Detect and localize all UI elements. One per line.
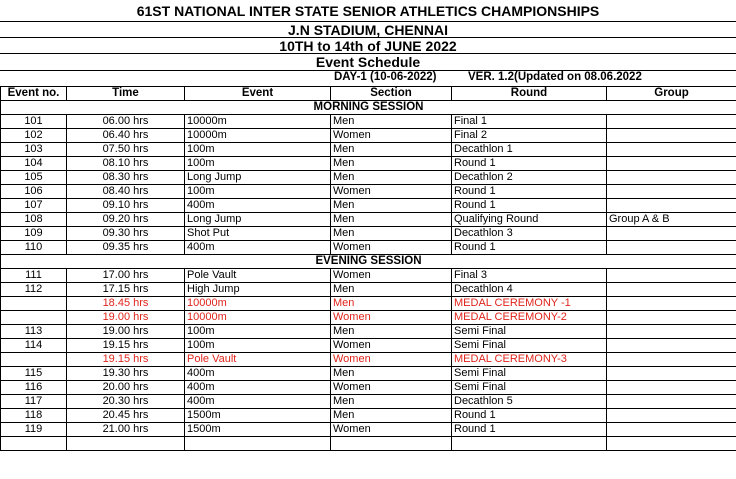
round-cell: Semi Final: [452, 367, 607, 381]
group-cell: [607, 339, 736, 353]
event-no-cell: 110: [1, 241, 67, 255]
event-cell: 100m: [185, 157, 331, 171]
col-event: Event: [185, 87, 331, 101]
round-cell: MEDAL CEREMONY-2: [452, 311, 607, 325]
event-no-cell: 104: [1, 157, 67, 171]
section-cell: Women: [331, 269, 452, 283]
col-event-no: Event no.: [1, 87, 67, 101]
empty-cell: [1, 437, 67, 451]
event-cell: 400m: [185, 241, 331, 255]
event-cell: 400m: [185, 395, 331, 409]
time-cell: 19.15 hrs: [67, 353, 185, 367]
time-cell: 17.15 hrs: [67, 283, 185, 297]
event-cell: 1500m: [185, 409, 331, 423]
section-cell: Women: [331, 423, 452, 437]
group-cell: [607, 367, 736, 381]
dates-title: 10TH to 14th of JUNE 2022: [0, 38, 736, 54]
event-cell: 100m: [185, 143, 331, 157]
table-row: [1, 325, 736, 339]
event-no-cell: [1, 297, 67, 311]
event-no-cell: [1, 353, 67, 367]
table-row: [1, 283, 736, 297]
evening-session-row: [1, 255, 736, 269]
event-no-cell: 105: [1, 171, 67, 185]
event-no-cell: 112: [1, 283, 67, 297]
event-no-cell: 114: [1, 339, 67, 353]
section-cell: Men: [331, 297, 452, 311]
morning-session-row: [1, 101, 736, 115]
table-row: [1, 157, 736, 171]
table-row: [1, 437, 736, 451]
table-row: [1, 199, 736, 213]
table-header-row: [1, 87, 736, 101]
group-cell: [607, 115, 736, 129]
col-section: Section: [331, 87, 452, 101]
round-cell: Round 1: [452, 185, 607, 199]
table-row: [1, 395, 736, 409]
event-cell: 400m: [185, 367, 331, 381]
table-row: [1, 339, 736, 353]
event-no-cell: 106: [1, 185, 67, 199]
time-cell: 09.10 hrs: [67, 199, 185, 213]
table-row: [1, 269, 736, 283]
section-cell: Men: [331, 409, 452, 423]
section-cell: Men: [331, 115, 452, 129]
event-no-cell: 108: [1, 213, 67, 227]
section-cell: Women: [331, 353, 452, 367]
group-cell: [607, 199, 736, 213]
time-cell: 20.00 hrs: [67, 381, 185, 395]
event-cell: 400m: [185, 381, 331, 395]
venue-title: J.N STADIUM, CHENNAI: [0, 22, 736, 38]
round-cell: Semi Final: [452, 381, 607, 395]
time-cell: 09.30 hrs: [67, 227, 185, 241]
group-cell: [607, 269, 736, 283]
evening-session-row-label: EVENING SESSION: [1, 255, 736, 269]
round-cell: Final 1: [452, 115, 607, 129]
round-cell: Round 1: [452, 409, 607, 423]
group-cell: [607, 185, 736, 199]
section-cell: Women: [331, 185, 452, 199]
time-cell: 08.10 hrs: [67, 157, 185, 171]
championship-title: 61ST NATIONAL INTER STATE SENIOR ATHLETICS CHAMPIONSHIPS: [0, 3, 736, 22]
event-cell: Shot Put: [185, 227, 331, 241]
round-cell: Round 1: [452, 423, 607, 437]
time-cell: 08.40 hrs: [67, 185, 185, 199]
event-cell: 100m: [185, 325, 331, 339]
group-cell: [607, 227, 736, 241]
event-no-cell: 119: [1, 423, 67, 437]
round-cell: MEDAL CEREMONY -1: [452, 297, 607, 311]
section-cell: Men: [331, 395, 452, 409]
section-cell: Men: [331, 143, 452, 157]
event-schedule-table: [0, 86, 736, 451]
event-no-cell: 102: [1, 129, 67, 143]
empty-cell: [452, 437, 607, 451]
round-cell: Decathlon 3: [452, 227, 607, 241]
table-row: [1, 409, 736, 423]
event-cell: Pole Vault: [185, 269, 331, 283]
group-cell: [607, 143, 736, 157]
event-cell: 10000m: [185, 129, 331, 143]
event-no-cell: [1, 311, 67, 325]
table-row: [1, 171, 736, 185]
round-cell: Decathlon 1: [452, 143, 607, 157]
table-row: [1, 227, 736, 241]
time-cell: 17.00 hrs: [67, 269, 185, 283]
time-cell: 19.00 hrs: [67, 311, 185, 325]
group-cell: [607, 423, 736, 437]
table-row: [1, 423, 736, 437]
section-cell: Women: [331, 381, 452, 395]
section-cell: Men: [331, 283, 452, 297]
col-time: Time: [67, 87, 185, 101]
empty-cell: [67, 437, 185, 451]
group-cell: [607, 129, 736, 143]
group-cell: [607, 381, 736, 395]
table-row: [1, 143, 736, 157]
group-cell: [607, 241, 736, 255]
round-cell: Round 1: [452, 157, 607, 171]
table-row: [1, 115, 736, 129]
event-no-cell: 107: [1, 199, 67, 213]
event-no-cell: 109: [1, 227, 67, 241]
round-cell: Final 3: [452, 269, 607, 283]
event-no-cell: 117: [1, 395, 67, 409]
time-cell: 07.50 hrs: [67, 143, 185, 157]
group-cell: [607, 409, 736, 423]
time-cell: 19.00 hrs: [67, 325, 185, 339]
day-label: DAY-1 (10-06-2022): [334, 71, 437, 83]
round-cell: MEDAL CEREMONY-3: [452, 353, 607, 367]
time-cell: 09.20 hrs: [67, 213, 185, 227]
group-cell: [607, 157, 736, 171]
group-cell: [607, 297, 736, 311]
section-cell: Men: [331, 325, 452, 339]
event-cell: Pole Vault: [185, 353, 331, 367]
round-cell: Semi Final: [452, 325, 607, 339]
event-no-cell: 103: [1, 143, 67, 157]
round-cell: Final 2: [452, 129, 607, 143]
time-cell: 20.30 hrs: [67, 395, 185, 409]
group-cell: Group A & B: [607, 213, 736, 227]
section-cell: Men: [331, 157, 452, 171]
time-cell: 19.30 hrs: [67, 367, 185, 381]
event-no-cell: 111: [1, 269, 67, 283]
empty-cell: [607, 437, 736, 451]
round-cell: Semi Final: [452, 339, 607, 353]
schedule-body: [1, 101, 736, 451]
event-no-cell: 115: [1, 367, 67, 381]
group-cell: [607, 311, 736, 325]
schedule-title: Event Schedule: [315, 54, 421, 70]
time-cell: 19.15 hrs: [67, 339, 185, 353]
table-row: [1, 241, 736, 255]
event-cell: 10000m: [185, 115, 331, 129]
table-row: [1, 311, 736, 325]
table-row: [1, 129, 736, 143]
empty-cell: [331, 437, 452, 451]
time-cell: 06.00 hrs: [67, 115, 185, 129]
time-cell: 06.40 hrs: [67, 129, 185, 143]
group-cell: [607, 283, 736, 297]
time-cell: 21.00 hrs: [67, 423, 185, 437]
group-cell: [607, 395, 736, 409]
event-cell: 400m: [185, 199, 331, 213]
section-cell: Women: [331, 241, 452, 255]
event-no-cell: 116: [1, 381, 67, 395]
table-row: [1, 297, 736, 311]
group-cell: [607, 353, 736, 367]
section-cell: Men: [331, 367, 452, 381]
section-cell: Men: [331, 227, 452, 241]
round-cell: Qualifying Round: [452, 213, 607, 227]
round-cell: Decathlon 5: [452, 395, 607, 409]
morning-session-row-label: MORNING SESSION: [1, 101, 736, 115]
time-cell: 18.45 hrs: [67, 297, 185, 311]
round-cell: Decathlon 4: [452, 283, 607, 297]
event-cell: High Jump: [185, 283, 331, 297]
table-row: [1, 381, 736, 395]
section-cell: Women: [331, 129, 452, 143]
col-round: Round: [452, 87, 607, 101]
time-cell: 08.30 hrs: [67, 171, 185, 185]
event-cell: Long Jump: [185, 213, 331, 227]
section-cell: Men: [331, 171, 452, 185]
round-cell: Round 1: [452, 241, 607, 255]
event-cell: 100m: [185, 185, 331, 199]
table-row: [1, 213, 736, 227]
event-cell: 1500m: [185, 423, 331, 437]
section-cell: Women: [331, 339, 452, 353]
section-cell: Men: [331, 199, 452, 213]
section-cell: Women: [331, 311, 452, 325]
time-cell: 20.45 hrs: [67, 409, 185, 423]
table-row: [1, 367, 736, 381]
col-group: Group: [607, 87, 736, 101]
event-no-cell: 118: [1, 409, 67, 423]
event-cell: 10000m: [185, 297, 331, 311]
event-cell: Long Jump: [185, 171, 331, 185]
event-no-cell: 113: [1, 325, 67, 339]
version-label: VER. 1.2(Updated on 08.06.2022: [468, 71, 642, 83]
event-cell: 100m: [185, 339, 331, 353]
round-cell: Decathlon 2: [452, 171, 607, 185]
event-cell: 10000m: [185, 311, 331, 325]
empty-cell: [185, 437, 331, 451]
section-cell: Men: [331, 213, 452, 227]
group-cell: [607, 325, 736, 339]
group-cell: [607, 171, 736, 185]
table-row: [1, 185, 736, 199]
time-cell: 09.35 hrs: [67, 241, 185, 255]
event-no-cell: 101: [1, 115, 67, 129]
round-cell: Round 1: [452, 199, 607, 213]
table-row: [1, 353, 736, 367]
